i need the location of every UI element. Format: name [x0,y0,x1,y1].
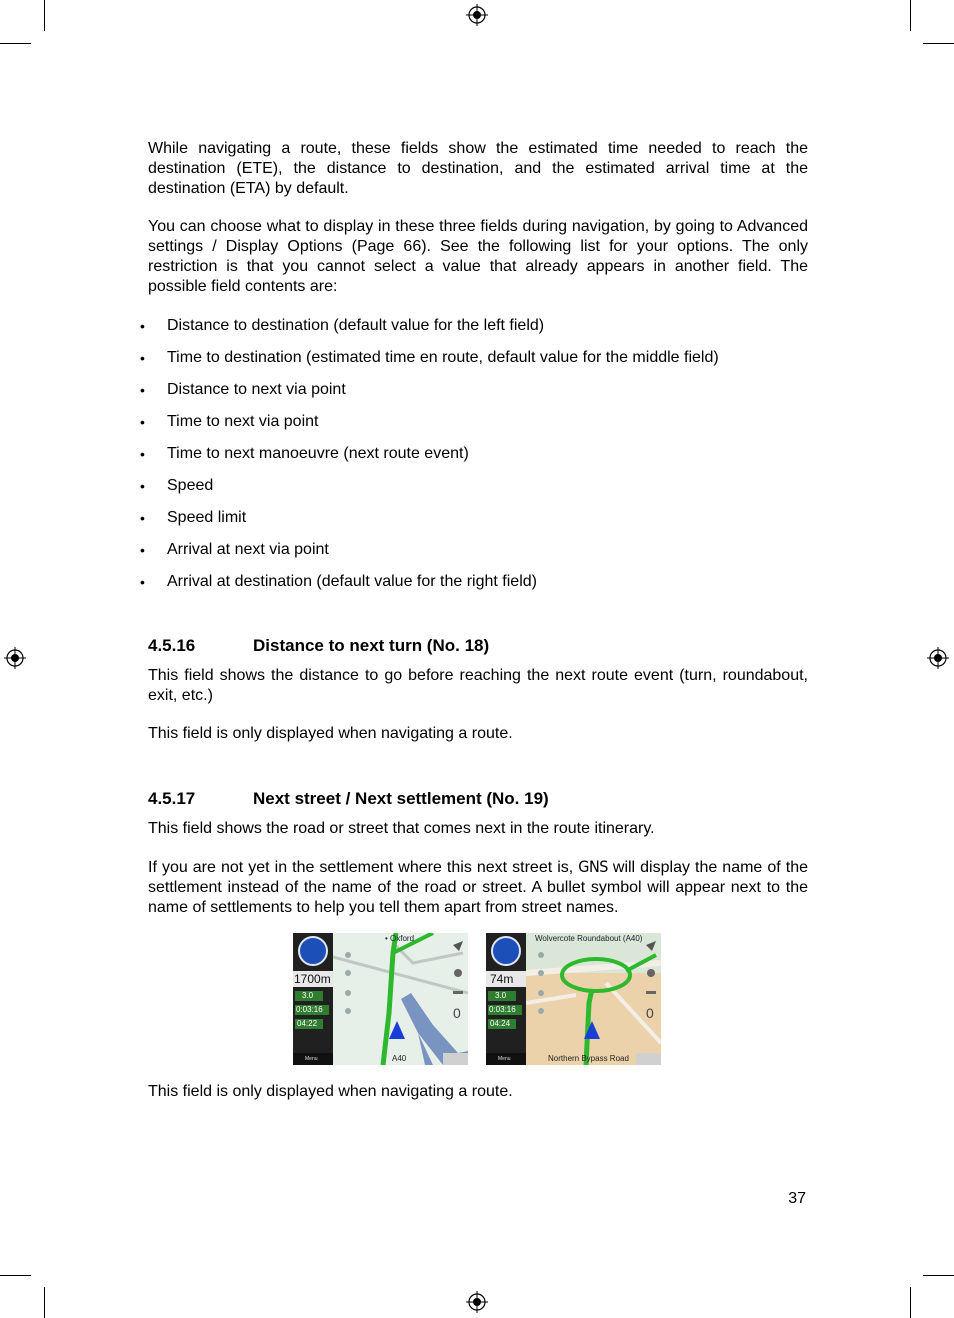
map-top-label: • Oxford [385,934,415,943]
paragraph-text: will display the name of the settlement instead of the name of the road or street. A bullet symbol will appear next to the name of settlements to help you tell them apart from street names. [148,859,809,916]
page-content [148,139,808,918]
section-title: Next street / Next settlement (No. 19) [253,789,549,808]
registration-mark-icon [466,4,488,26]
list-item: • Speed limit [148,508,808,540]
map-view-image [293,933,468,1065]
section-17-paragraph-1: This field shows the road or street that comes next in the route itinerary. [148,820,655,837]
navigation-screenshots [293,933,661,1065]
map-top-label: Wolvercote Roundabout (A40) [535,934,643,943]
crop-mark-tl-h [0,43,31,44]
section-heading-4-5-17 [148,789,808,809]
list-item: • Arrival at destination (default value for the right field) [148,572,808,604]
list-item: • Arrival at next via point [148,540,808,572]
eta-field: 04:24 [490,1019,511,1028]
section-title: Distance to next turn (No. 18) [253,636,490,655]
intro-paragraph-1: While navigating a route, these fields show the estimated time needed to reach the destination (ETE), the distance to destination, and the estimated arrival time at the destination (ETA) by default. [148,140,808,197]
page-number: 37 [788,1190,806,1207]
section-number: 4.5.17 [148,789,196,808]
list-item: • Time to destination (estimated time en route, default value for the middle field) [148,348,808,380]
section-17-paragraph-2 [148,857,808,918]
bottom-street-label: A40 [392,1054,407,1063]
distance-to-turn: 74m [490,972,514,986]
section-heading-4-5-16 [148,636,808,656]
section-16-paragraph-1: This field shows the distance to go before reaching the next route event (turn, roundabout, exit, etc.) [148,667,808,704]
section-16-paragraph-2: This field is only displayed when navigating a route. [148,725,513,742]
crop-mark-bl-h [0,1275,31,1276]
bottom-street-label: Northern Bypass Road [548,1054,629,1063]
brand-name: GNS [578,857,608,876]
list-item: • Distance to destination (default value for the left field) [148,316,808,348]
navigation-screenshot-1 [293,933,468,1065]
section-17-paragraph-3: This field is only displayed when navigating a route. [148,1083,513,1100]
side-digit: 0 [646,1005,654,1021]
crop-mark-br-h [923,1275,954,1276]
crop-mark-tl-v [44,0,45,31]
registration-mark-icon [466,1291,488,1313]
menu-button: Menu [498,1056,511,1062]
list-item: • Distance to next via point [148,380,808,412]
list-item: • Speed [148,476,808,508]
crop-mark-tr-v [910,0,911,31]
distance-to-turn: 1700m [294,972,331,986]
registration-mark-icon [927,647,949,669]
intro-paragraph-2: You can choose what to display in these three fields during navigation, by going to Advanced settings / Display Options (Page 66). See the following list for your options. The only restriction is that you cannot select a value that already appears in another field. The possible field contents are: [148,218,808,295]
speed-field: 3.0 [495,991,507,1000]
eta-field: 04:22 [297,1019,318,1028]
list-item: • Time to next manoeuvre (next route event) [148,444,808,476]
map-view-image [486,933,661,1065]
crop-mark-br-v [910,1287,911,1318]
speed-field: 3.0 [302,991,314,1000]
registration-mark-icon [4,647,26,669]
time-field: 0:03:16 [296,1005,323,1014]
paragraph-text: If you are not yet in the settlement where this next street is, [148,859,579,876]
list-item: • Time to next via point [148,412,808,444]
field-options-list [148,316,808,604]
side-digit: 0 [453,1005,461,1021]
crop-mark-tr-h [923,43,954,44]
menu-button: Menu [305,1056,318,1062]
navigation-screenshot-2 [486,933,661,1065]
section-number: 4.5.16 [148,636,196,655]
crop-mark-bl-v [44,1287,45,1318]
time-field: 0:03:16 [489,1005,516,1014]
